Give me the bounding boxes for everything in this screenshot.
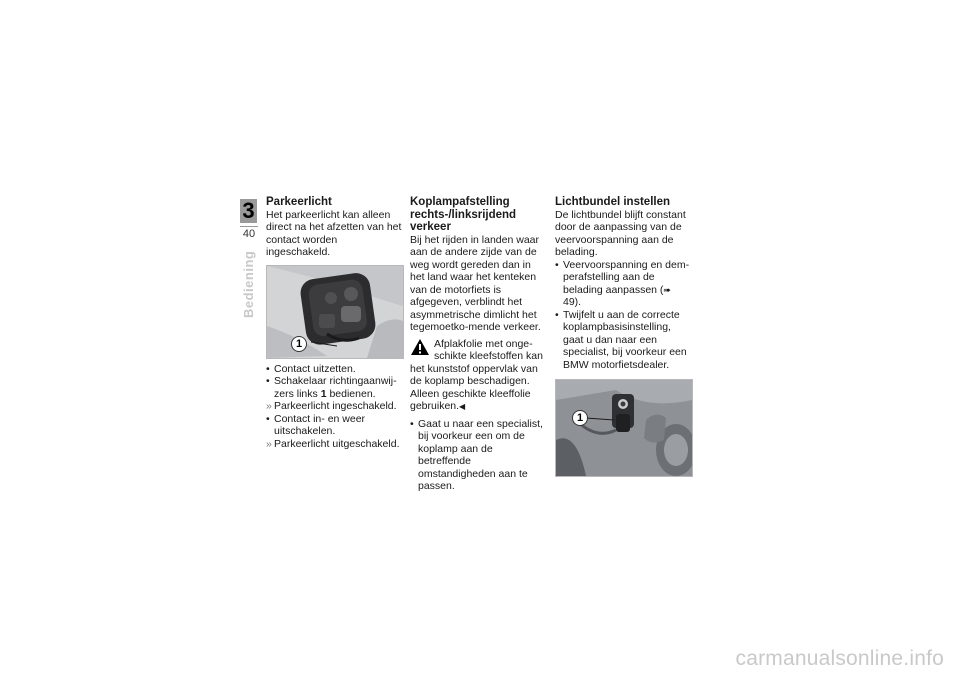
end-mark: ◀ bbox=[459, 402, 466, 411]
warning-text: Afplakfolie met onge-schikte kleefstoffen kan het kunststof oppervlak van de koplamp beschadigen. Alleen geschikte kleeffolie gebruiken. bbox=[410, 337, 543, 412]
list-item: • Twijfelt u aan de correcte koplampbasisinstelling, gaat u dan naar een specialist, bij voorkeur een BMW motorfietsdealer. bbox=[555, 308, 687, 371]
list-item: • Gaat u naar een specialist, bij voorkeur een om de koplamp aan de betreffende omstandigheden aan te passen. bbox=[410, 417, 543, 492]
adjuster-photo bbox=[555, 379, 693, 477]
list-item-result: » Parkeerlicht uitgeschakeld. bbox=[266, 437, 400, 450]
callout-1: 1 bbox=[291, 336, 307, 352]
headlight-adjuster-illustration bbox=[556, 380, 692, 476]
list-item: • Veervoorspanning en dem-perafstelling aan de belading aanpassen (➠ 49). bbox=[555, 258, 690, 308]
intro-koplampafstelling: Bij het rijden in landen waar aan de andere zijde van de weg wordt gereden dan in het land waar het kenteken van de motorfiets is afgegeven, verblindt het asymmetrische dimlicht het tegemoetko-mende verkeer. bbox=[410, 233, 541, 333]
list-item: • Contact uitzetten. bbox=[266, 362, 356, 375]
list-item: • Contact in- en weer uitschakelen. bbox=[266, 412, 366, 437]
steps-lichtbundel bbox=[555, 259, 691, 372]
intro-parkeerlicht: Het parkeerlicht kan alleen direct na het afzetten van het contact worden ingeschakeld. bbox=[266, 208, 402, 258]
steps-parkeerlicht bbox=[266, 363, 402, 451]
heading-koplampafstelling: Koplampafstelling rechts-/linksrijdend verkeer bbox=[410, 196, 517, 233]
watermark: carmanualsonline.info bbox=[735, 647, 944, 670]
warning-triangle-icon bbox=[410, 338, 430, 356]
steps-koplampafstelling bbox=[410, 418, 546, 493]
column-lichtbundel bbox=[555, 196, 691, 481]
warning-block bbox=[410, 338, 546, 414]
intro-lichtbundel: De lichtbundel blijft constant door de aanpassing van de veervoorspanning aan de belading. bbox=[555, 208, 686, 258]
section-side-title: Bediening bbox=[241, 250, 256, 318]
chapter-tab: 3 bbox=[240, 199, 257, 223]
switch-photo bbox=[266, 265, 404, 359]
handlebar-switch-illustration bbox=[267, 266, 403, 358]
heading-lichtbundel: Lichtbundel instellen bbox=[555, 196, 671, 208]
callout-1: 1 bbox=[572, 410, 588, 426]
page-ref-arrow-icon: ➠ bbox=[663, 284, 671, 295]
page-number: 40 bbox=[240, 226, 258, 241]
column-parkeerlicht bbox=[266, 196, 402, 450]
column-koplampafstelling bbox=[410, 196, 546, 493]
list-item-result: » Parkeerlicht ingeschakeld. bbox=[266, 400, 397, 412]
heading-parkeerlicht: Parkeerlicht bbox=[266, 196, 332, 208]
list-item: • Schakelaar richtingaanwij-zers links 1 bedienen. bbox=[266, 375, 397, 400]
